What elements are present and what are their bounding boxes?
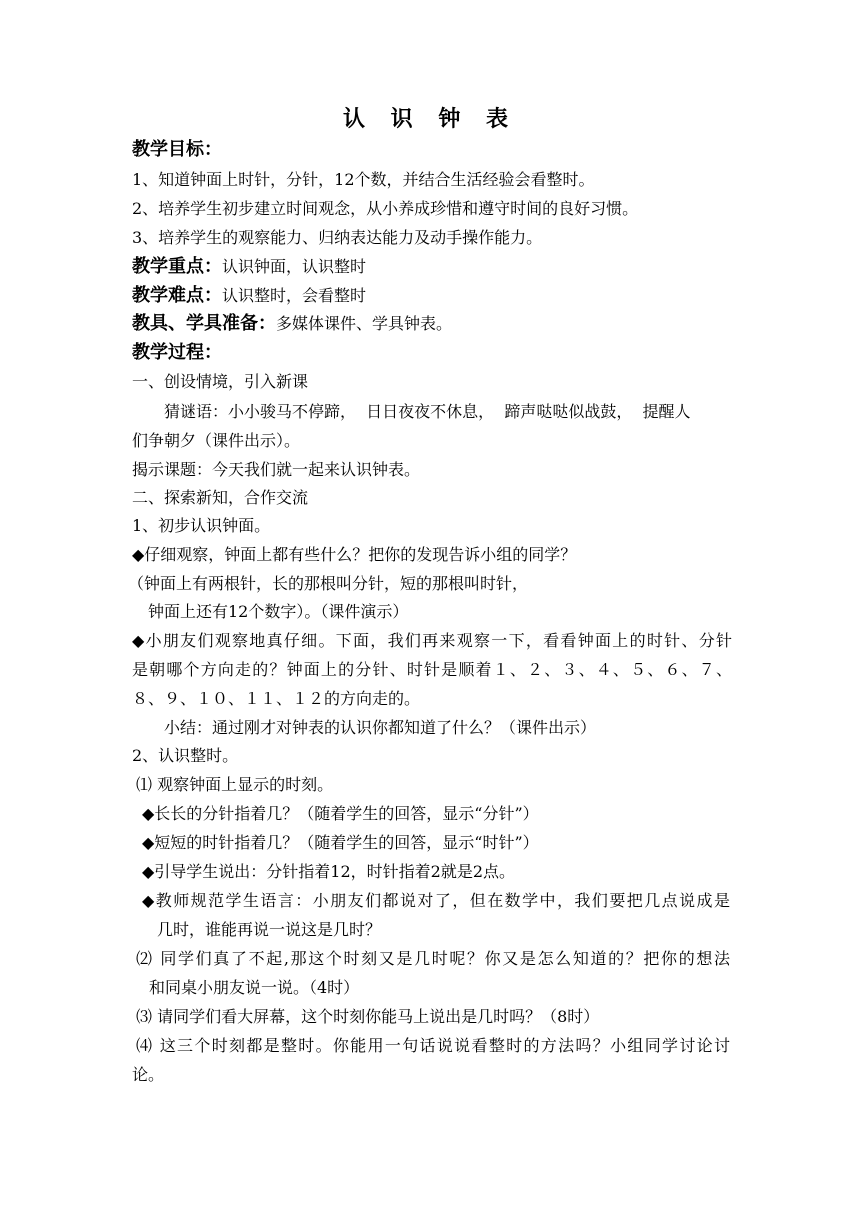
- bullet-teacher-line-2: 几时，谁能再说一说这是几时？: [157, 920, 382, 939]
- key-point-row: [132, 256, 732, 278]
- tools-row: [132, 313, 732, 335]
- process-heading: 教学过程：: [132, 342, 222, 363]
- step-2-line-1: ⑵ 同学们真了不起,那这个时刻又是几时呢？你又是怎么知道的？把你的想法: [136, 949, 730, 968]
- step-1: ⑴ 观察钟面上显示的时刻。: [136, 775, 334, 794]
- key-point-text: 认识钟面，认识整时: [222, 257, 367, 276]
- objective-item-2: 2、培养学生初步建立时间观念，从小养成珍惜和遵守时间的良好习惯。: [132, 199, 639, 218]
- step-4-line-1: ⑷ 这三个时刻都是整时。你能用一句话说说看整时的方法吗？小组同学讨论讨: [136, 1036, 730, 1055]
- tools-label: 教具、学具准备：: [132, 313, 276, 334]
- difficulty-text: 认识整时，会看整时: [222, 286, 367, 305]
- section2-title: 二、探索新知，合作交流: [132, 488, 309, 507]
- direction-line-3: ８、９、１０、１１、１２的方向走的。: [132, 689, 421, 708]
- step-3: ⑶ 请同学们看大屏幕，这个时刻你能马上说出是几时吗？（8时）: [136, 1007, 600, 1026]
- objectives-heading: 教学目标：: [132, 139, 222, 160]
- riddle-line-1: 猜谜语：小小骏马不停蹄， 日日夜夜不休息， 蹄声哒哒似战鼓， 提醒人: [164, 402, 691, 421]
- objective-item-3: 3、培养学生的观察能力、归纳表达能力及动手操作能力。: [132, 228, 543, 247]
- observe-question: ◆仔细观察，钟面上都有些什么？把你的发现告诉小组的同学？: [132, 545, 577, 564]
- summary: 小结：通过刚才对钟表的认识你都知道了什么？（课件出示）: [164, 718, 597, 737]
- section1-title: 一、创设情境，引入新课: [132, 372, 309, 391]
- key-point-label: 教学重点：: [132, 256, 222, 277]
- bullet-guide: ◆引导学生说出：分针指着12，时针指着2就是2点。: [142, 862, 516, 881]
- riddle-line-2: 们争朝夕（课件出示）。: [132, 431, 301, 450]
- bullet-teacher-line-1: ◆教师规范学生语言：小朋友们都说对了，但在数学中，我们要把几点说成是: [142, 891, 730, 910]
- difficulty-label: 教学难点：: [132, 285, 222, 306]
- direction-line-2: 是朝哪个方向走的？钟面上的分针、时针是顺着１、２、３、４、５、６、７、: [132, 660, 732, 679]
- step-2-line-2: 和同桌小朋友说一说。（4时）: [149, 978, 360, 997]
- sub-heading-1: 1、初步认识钟面。: [132, 516, 271, 535]
- bullet-hour-hand: ◆短短的时针指着几？（随着学生的回答，显示“时针”）: [142, 833, 539, 852]
- answer-line-1: （钟面上有两根针，长的那根叫分针，短的那根叫时针，: [128, 574, 529, 593]
- direction-line-1: ◆小朋友们观察地真仔细。下面，我们再来观察一下，看看钟面上的时针、分针: [132, 631, 732, 650]
- tools-text: 多媒体课件、学具钟表。: [276, 314, 453, 333]
- sub-heading-2: 2、认识整时。: [132, 746, 239, 765]
- step-4-line-2: 论。: [132, 1065, 165, 1084]
- document-title: 认 识 钟 表: [343, 107, 517, 132]
- reveal-topic: 揭示课题：今天我们就一起来认识钟表。: [132, 460, 421, 479]
- bullet-minute-hand: ◆长长的分针指着几？（随着学生的回答，显示“分针”）: [142, 804, 539, 823]
- objective-item-1: 1、知道钟面上时针，分针，12个数，并结合生活经验会看整时。: [132, 170, 595, 189]
- answer-line-2: 钟面上还有12个数字）。（课件演示）: [148, 602, 409, 621]
- difficulty-row: [132, 285, 732, 307]
